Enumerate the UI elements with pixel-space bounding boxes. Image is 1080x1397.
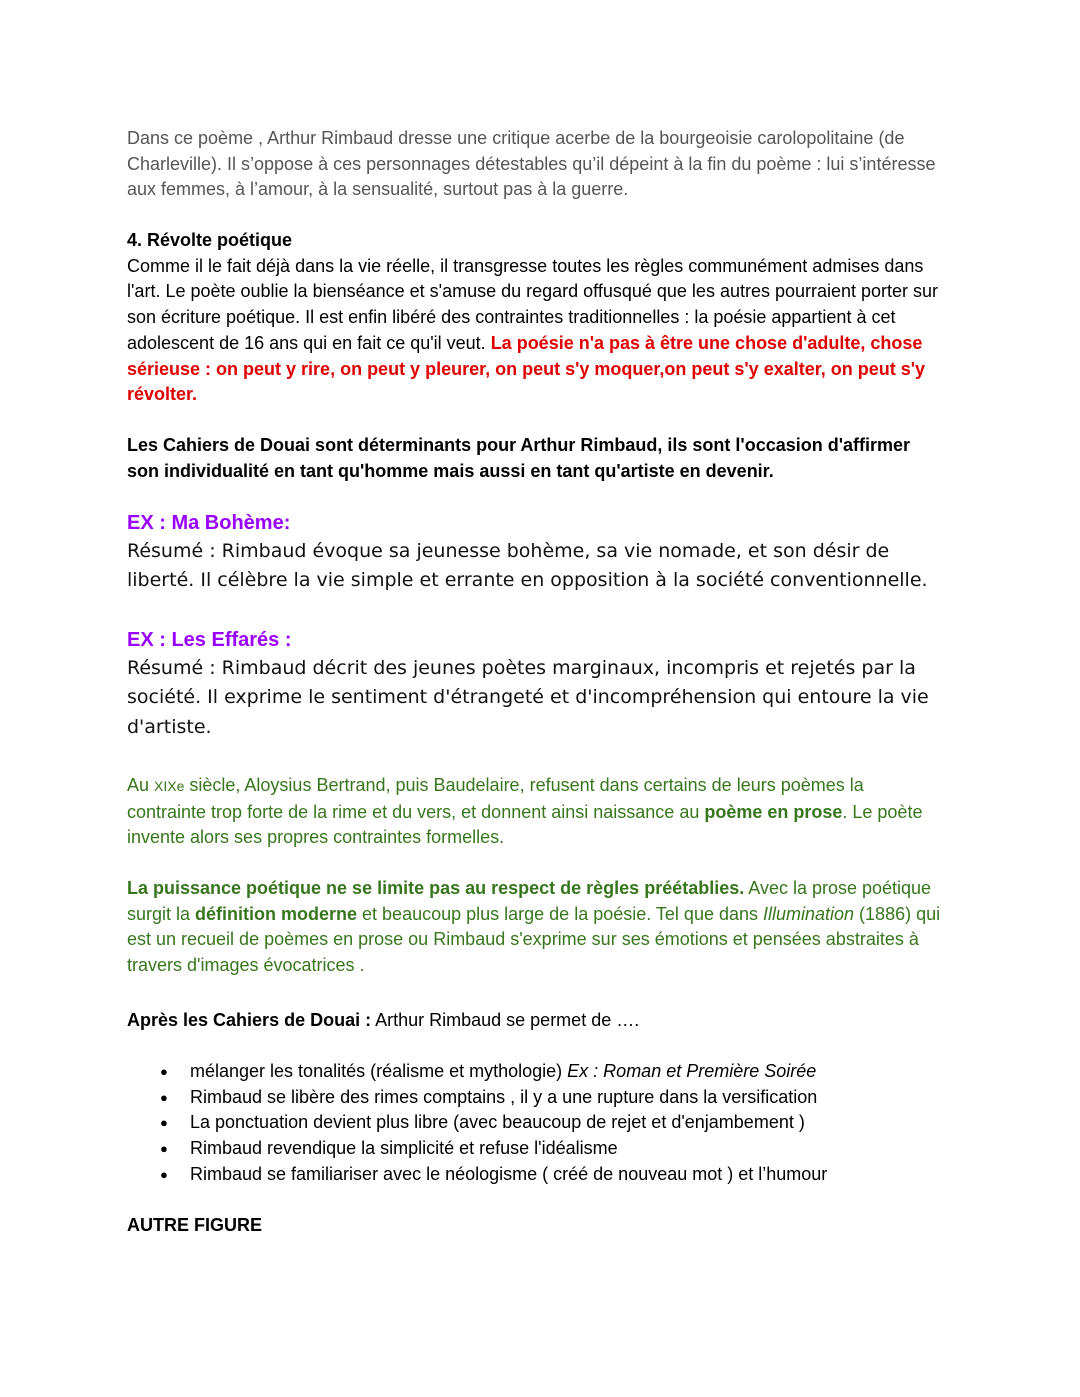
text: Avec la prose poétique surgit la (127, 878, 932, 924)
bold-text: poème en prose (704, 801, 843, 822)
italic-text: Ex : Roman et Première Soirée (567, 1061, 817, 1081)
bold-text: Après les Cahiers de Douai : (127, 1010, 372, 1030)
prose-paragraph-2 (127, 876, 947, 979)
example-title: EX : Ma Bohème: (127, 512, 291, 534)
example-summary: Résumé : Rimbaud décrit des jeunes poètes marginaux, incompris et rejetés par la société. Il exprime le sentiment d'étrangeté et d'incompréhension qui entoure la vie d'artiste. (127, 656, 929, 738)
list-item: ● La ponctuation devient plus libre (avec beaucoup de rejet et d'enjambement ) (127, 1110, 827, 1136)
list-item (127, 1059, 827, 1085)
bullet-list (127, 1059, 827, 1188)
text: Au (127, 775, 155, 795)
section-revolte (127, 228, 947, 408)
example-summary: Résumé : Rimbaud évoque sa jeunesse bohème, sa vie nomade, et son désir de liberté. Il célèbre la vie simple et errante en opposition à la société conventionnelle. (127, 539, 928, 592)
bold-text: définition moderne (195, 903, 358, 924)
body-text: Comme il le fait déjà dans la vie réelle, il transgresse toutes les règles communément admises dans l'art. Le poète oublie la bienséance et s'amuse du regard offusqué que les autres pourraient porter sur son écriture poétique. Il est enfin libéré des contraintes traditionnelles : la poésie appartient à cet adolescent de 16 ans qui en fait ce qu'il veut. (127, 255, 939, 353)
bold-text: La puissance poétique ne se limite pas au respect de règles préétablies. (127, 878, 745, 898)
text: (1886) qui est un recueil de poèmes en prose ou Rimbaud s'exprime sur ses émotions et pensées abstraites à travers d'images évocatrices . (127, 903, 941, 976)
text: mélanger les tonalités (réalisme et mythologie) (190, 1061, 568, 1081)
text: . Le poète invente alors ses propres contraintes formelles. (127, 801, 923, 848)
highlight-text: La poésie n'a pas à être une chose d'adulte, chose sérieuse : on peut y rire, on peut y pleurer, on peut s'y moquer,on peut s'y exalter, on peut s'y révolter. (127, 332, 926, 405)
text: et beaucoup plus large de la poésie. Tel que dans (357, 903, 763, 924)
intro-paragraph: Dans ce poème , Arthur Rimbaud dresse une critique acerbe de la bourgeoisie carolopolitaine (de Charleville). Il s’oppose à ces personnages détestables qu’il dépeint à la fin du poème : lui s’intéresse aux femmes, à l’amour, à la sensualité, surtout pas à la guerre. (127, 128, 936, 200)
list-item: ● Rimbaud revendique la simplicité et refuse l'idéalisme (127, 1136, 827, 1162)
text: siècle, Aloysius Bertrand, puis Baudelaire, refusent dans certains de leurs poèmes la contrainte trop forte de la rime et du vers, et donnent ainsi naissance au (127, 775, 864, 822)
example-title: EX : Les Effarés : (127, 629, 292, 651)
autre-figure-heading: AUTRE FIGURE (127, 1215, 262, 1235)
century: XIXe (154, 778, 185, 794)
italic-title: Illumination (763, 903, 855, 924)
apres-paragraph (127, 1008, 947, 1034)
cahiers-paragraph: Les Cahiers de Douai sont déterminants pour Arthur Rimbaud, ils sont l'occasion d'affirmer son individualité en tant qu'homme mais aussi en tant qu'artiste en devenir. (127, 435, 911, 481)
example-les-effares (127, 628, 947, 742)
text: Arthur Rimbaud se permet de …. (371, 1010, 640, 1030)
section-heading: 4. Révolte poétique (127, 230, 293, 250)
prose-paragraph-1 (127, 773, 947, 851)
example-ma-boheme (127, 511, 947, 596)
section-text (127, 254, 947, 408)
list-item: ● Rimbaud se libère des rimes comptains , il y a une rupture dans la versification (127, 1085, 827, 1111)
list-item: ● Rimbaud se familiariser avec le néologisme ( créé de nouveau mot ) et l’humour (127, 1162, 827, 1188)
